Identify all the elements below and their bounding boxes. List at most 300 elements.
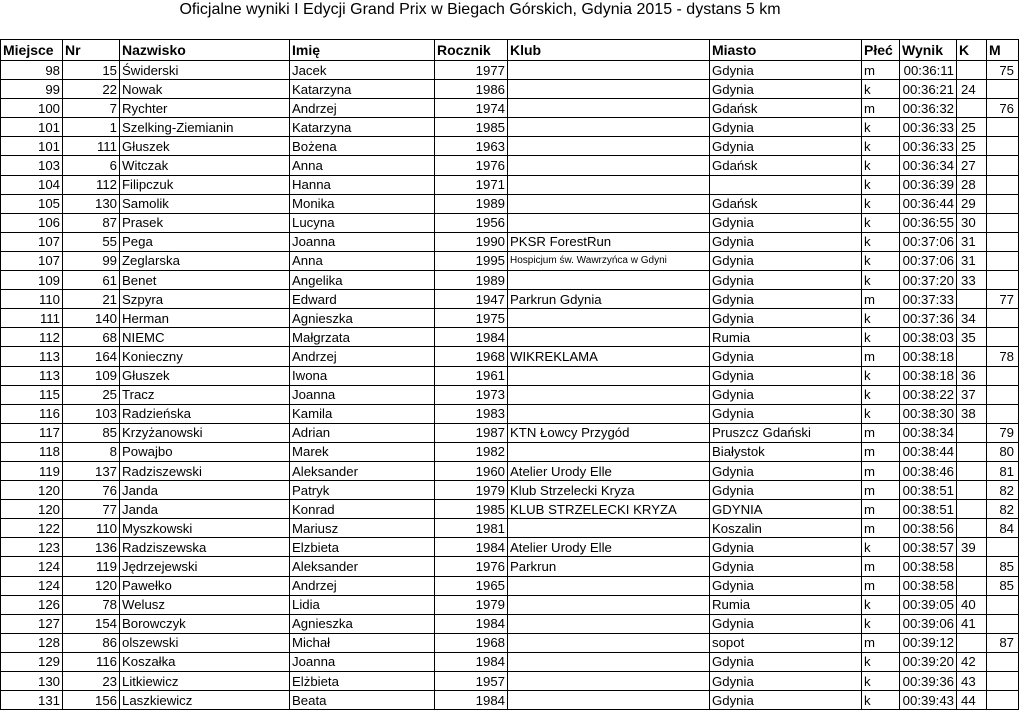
- cell-wynik: 00:38:18: [900, 347, 957, 366]
- cell-plec: m: [862, 576, 900, 595]
- cell-miejsce: 118: [1, 442, 63, 461]
- table-row: [1, 290, 1019, 309]
- col-header-m: M: [987, 40, 1019, 61]
- cell-wynik: 00:36:33: [900, 118, 957, 137]
- cell-k: [957, 633, 987, 652]
- cell-m: [987, 194, 1019, 213]
- cell-rocznik: 1990: [435, 232, 508, 251]
- cell-k: 37: [957, 385, 987, 404]
- cell-klub: Klub Strzelecki Kryza: [508, 481, 710, 500]
- cell-wynik: 00:38:44: [900, 442, 957, 461]
- cell-m: [987, 595, 1019, 614]
- cell-wynik: 00:39:20: [900, 652, 957, 671]
- cell-miejsce: 99: [1, 80, 63, 99]
- cell-k: 44: [957, 691, 987, 710]
- cell-wynik: 00:38:58: [900, 557, 957, 576]
- cell-wynik: 00:38:58: [900, 576, 957, 595]
- table-row: [1, 461, 1019, 480]
- cell-klub: KLUB STRZELECKI KRYZA: [508, 500, 710, 519]
- cell-imie: Bożena: [290, 137, 435, 156]
- cell-rocznik: 1984: [435, 328, 508, 347]
- table-row: [1, 633, 1019, 652]
- cell-klub: [508, 61, 710, 80]
- cell-plec: k: [862, 404, 900, 423]
- cell-k: 40: [957, 595, 987, 614]
- cell-klub: [508, 175, 710, 194]
- cell-nr: 119: [63, 557, 120, 576]
- cell-wynik: 00:36:32: [900, 99, 957, 118]
- cell-plec: m: [862, 442, 900, 461]
- cell-nr: 78: [63, 595, 120, 614]
- table-row: [1, 328, 1019, 347]
- cell-k: 34: [957, 309, 987, 328]
- cell-k: 35: [957, 328, 987, 347]
- cell-nazwisko: Szelking-Ziemianin: [120, 118, 290, 137]
- cell-k: 31: [957, 251, 987, 270]
- cell-klub: [508, 328, 710, 347]
- cell-nazwisko: Witczak: [120, 156, 290, 175]
- cell-klub: [508, 442, 710, 461]
- cell-rocznik: 1982: [435, 442, 508, 461]
- cell-miejsce: 115: [1, 385, 63, 404]
- table-row: [1, 271, 1019, 290]
- cell-miejsce: 113: [1, 347, 63, 366]
- cell-imie: Hanna: [290, 175, 435, 194]
- cell-miejsce: 126: [1, 595, 63, 614]
- table-row: [1, 194, 1019, 213]
- cell-imie: Małgrzata: [290, 328, 435, 347]
- cell-k: [957, 481, 987, 500]
- cell-plec: m: [862, 423, 900, 442]
- cell-m: 75: [987, 61, 1019, 80]
- cell-nazwisko: Głuszek: [120, 366, 290, 385]
- cell-miasto: GDYNIA: [710, 500, 862, 519]
- cell-nr: 154: [63, 614, 120, 633]
- cell-k: [957, 347, 987, 366]
- cell-wynik: 00:38:56: [900, 519, 957, 538]
- table-row: [1, 347, 1019, 366]
- cell-miasto: Gdynia: [710, 309, 862, 328]
- cell-plec: k: [862, 118, 900, 137]
- cell-nr: 8: [63, 442, 120, 461]
- cell-nr: 110: [63, 519, 120, 538]
- cell-klub: [508, 271, 710, 290]
- cell-miasto: [710, 175, 862, 194]
- cell-rocznik: 1961: [435, 366, 508, 385]
- cell-imie: Lucyna: [290, 213, 435, 232]
- cell-miejsce: 106: [1, 213, 63, 232]
- cell-k: 42: [957, 652, 987, 671]
- cell-nr: 77: [63, 500, 120, 519]
- col-header-imie: Imię: [290, 40, 435, 61]
- cell-plec: m: [862, 347, 900, 366]
- cell-klub: Atelier Urody Elle: [508, 461, 710, 480]
- table-row: [1, 538, 1019, 557]
- cell-miasto: Gdynia: [710, 404, 862, 423]
- cell-klub: [508, 576, 710, 595]
- cell-k: 39: [957, 538, 987, 557]
- cell-m: 77: [987, 290, 1019, 309]
- table-row: [1, 481, 1019, 500]
- cell-imie: Agnieszka: [290, 614, 435, 633]
- cell-wynik: 00:38:18: [900, 366, 957, 385]
- cell-imie: Jacek: [290, 61, 435, 80]
- cell-klub: Atelier Urody Elle: [508, 538, 710, 557]
- cell-m: 85: [987, 557, 1019, 576]
- cell-k: 43: [957, 672, 987, 691]
- cell-miasto: Gdynia: [710, 557, 862, 576]
- cell-miejsce: 129: [1, 652, 63, 671]
- cell-miejsce: 103: [1, 156, 63, 175]
- cell-wynik: 00:38:57: [900, 538, 957, 557]
- table-row: [1, 442, 1019, 461]
- cell-plec: k: [862, 538, 900, 557]
- cell-rocznik: 1968: [435, 347, 508, 366]
- cell-nr: 103: [63, 404, 120, 423]
- cell-m: [987, 614, 1019, 633]
- cell-k: 36: [957, 366, 987, 385]
- cell-rocznik: 1963: [435, 137, 508, 156]
- cell-miasto: Koszalin: [710, 519, 862, 538]
- table-row: [1, 614, 1019, 633]
- cell-rocznik: 1947: [435, 290, 508, 309]
- cell-m: 78: [987, 347, 1019, 366]
- col-header-plec: Płeć: [862, 40, 900, 61]
- cell-plec: m: [862, 61, 900, 80]
- cell-wynik: 00:38:22: [900, 385, 957, 404]
- cell-rocznik: 1985: [435, 118, 508, 137]
- cell-m: 79: [987, 423, 1019, 442]
- cell-k: 33: [957, 271, 987, 290]
- table-row: [1, 213, 1019, 232]
- cell-plec: m: [862, 557, 900, 576]
- cell-klub: [508, 194, 710, 213]
- cell-m: [987, 251, 1019, 270]
- cell-nazwisko: Borowczyk: [120, 614, 290, 633]
- cell-nazwisko: Janda: [120, 481, 290, 500]
- cell-m: 82: [987, 500, 1019, 519]
- cell-imie: Michał: [290, 633, 435, 652]
- cell-m: 76: [987, 99, 1019, 118]
- table-row: [1, 309, 1019, 328]
- cell-miasto: Gdynia: [710, 118, 862, 137]
- cell-miejsce: 101: [1, 118, 63, 137]
- cell-miejsce: 100: [1, 99, 63, 118]
- cell-nr: 99: [63, 251, 120, 270]
- cell-miasto: Gdynia: [710, 232, 862, 251]
- cell-nazwisko: Samolik: [120, 194, 290, 213]
- cell-rocznik: 1956: [435, 213, 508, 232]
- cell-nr: 136: [63, 538, 120, 557]
- cell-wynik: 00:37:36: [900, 309, 957, 328]
- cell-miejsce: 130: [1, 672, 63, 691]
- cell-imie: Agnieszka: [290, 309, 435, 328]
- cell-nr: 55: [63, 232, 120, 251]
- cell-rocznik: 1984: [435, 614, 508, 633]
- cell-nazwisko: Radzieńska: [120, 404, 290, 423]
- cell-miasto: Gdynia: [710, 271, 862, 290]
- cell-nr: 61: [63, 271, 120, 290]
- cell-plec: k: [862, 251, 900, 270]
- cell-nazwisko: Zeglarska: [120, 251, 290, 270]
- cell-wynik: 00:37:06: [900, 251, 957, 270]
- cell-imie: Aleksander: [290, 557, 435, 576]
- cell-miejsce: 111: [1, 309, 63, 328]
- cell-miejsce: 104: [1, 175, 63, 194]
- cell-nazwisko: Litkiewicz: [120, 672, 290, 691]
- cell-rocznik: 1975: [435, 309, 508, 328]
- cell-wynik: 00:38:46: [900, 461, 957, 480]
- cell-miasto: Rumia: [710, 595, 862, 614]
- cell-nr: 68: [63, 328, 120, 347]
- cell-plec: k: [862, 213, 900, 232]
- cell-klub: [508, 385, 710, 404]
- cell-imie: Iwona: [290, 366, 435, 385]
- cell-wynik: 00:36:34: [900, 156, 957, 175]
- cell-klub: [508, 309, 710, 328]
- cell-klub: Hospicjum św. Wawrzyńca w Gdyni: [508, 251, 710, 270]
- cell-m: [987, 271, 1019, 290]
- cell-nazwisko: Koszałka: [120, 652, 290, 671]
- cell-imie: Elżbieta: [290, 672, 435, 691]
- cell-miejsce: 113: [1, 366, 63, 385]
- cell-nazwisko: Radziszewski: [120, 461, 290, 480]
- cell-wynik: 00:38:51: [900, 500, 957, 519]
- cell-m: [987, 538, 1019, 557]
- cell-k: 31: [957, 232, 987, 251]
- table-row: [1, 691, 1019, 710]
- cell-klub: [508, 137, 710, 156]
- cell-plec: k: [862, 385, 900, 404]
- cell-klub: [508, 672, 710, 691]
- col-header-nr: Nr: [63, 40, 120, 61]
- cell-miejsce: 107: [1, 251, 63, 270]
- col-header-miasto: Miasto: [710, 40, 862, 61]
- col-header-nazwisko: Nazwisko: [120, 40, 290, 61]
- col-header-klub: Klub: [508, 40, 710, 61]
- cell-rocznik: 1984: [435, 691, 508, 710]
- cell-nazwisko: NIEMC: [120, 328, 290, 347]
- cell-rocznik: 1979: [435, 595, 508, 614]
- cell-plec: k: [862, 652, 900, 671]
- cell-m: [987, 385, 1019, 404]
- page-title-container: [0, 0, 960, 38]
- cell-miejsce: 112: [1, 328, 63, 347]
- cell-rocznik: 1977: [435, 61, 508, 80]
- cell-wynik: 00:38:51: [900, 481, 957, 500]
- cell-plec: m: [862, 633, 900, 652]
- cell-nazwisko: Janda: [120, 500, 290, 519]
- cell-rocznik: 1976: [435, 156, 508, 175]
- cell-plec: k: [862, 232, 900, 251]
- cell-nr: 86: [63, 633, 120, 652]
- cell-k: 29: [957, 194, 987, 213]
- cell-klub: [508, 80, 710, 99]
- cell-m: [987, 232, 1019, 251]
- cell-imie: Mariusz: [290, 519, 435, 538]
- col-header-rocznik: Rocznik: [435, 40, 508, 61]
- cell-nazwisko: Jędrzejewski: [120, 557, 290, 576]
- cell-m: 84: [987, 519, 1019, 538]
- cell-miejsce: 120: [1, 500, 63, 519]
- cell-rocznik: 1984: [435, 652, 508, 671]
- cell-rocznik: 1968: [435, 633, 508, 652]
- cell-nr: 116: [63, 652, 120, 671]
- cell-klub: [508, 404, 710, 423]
- cell-klub: WIKREKLAMA: [508, 347, 710, 366]
- cell-miejsce: 116: [1, 404, 63, 423]
- cell-miasto: Gdynia: [710, 385, 862, 404]
- cell-nazwisko: Świderski: [120, 61, 290, 80]
- cell-nazwisko: Benet: [120, 271, 290, 290]
- cell-imie: Andrzej: [290, 576, 435, 595]
- cell-imie: Aleksander: [290, 461, 435, 480]
- cell-m: [987, 118, 1019, 137]
- cell-k: [957, 61, 987, 80]
- cell-wynik: 00:36:21: [900, 80, 957, 99]
- cell-rocznik: 1973: [435, 385, 508, 404]
- cell-nazwisko: Laszkiewicz: [120, 691, 290, 710]
- cell-nazwisko: Krzyżanowski: [120, 423, 290, 442]
- cell-m: [987, 691, 1019, 710]
- cell-nr: 1: [63, 118, 120, 137]
- cell-miasto: Gdynia: [710, 213, 862, 232]
- col-header-miejsce: Miejsce: [1, 40, 63, 61]
- cell-miasto: Gdynia: [710, 137, 862, 156]
- table-row: [1, 99, 1019, 118]
- cell-plec: m: [862, 519, 900, 538]
- cell-nazwisko: Szpyra: [120, 290, 290, 309]
- cell-klub: [508, 156, 710, 175]
- cell-nazwisko: Nowak: [120, 80, 290, 99]
- table-row: [1, 61, 1019, 80]
- cell-k: 25: [957, 118, 987, 137]
- cell-nazwisko: Pawełko: [120, 576, 290, 595]
- cell-wynik: 00:36:44: [900, 194, 957, 213]
- cell-plec: k: [862, 137, 900, 156]
- cell-miasto: Gdynia: [710, 481, 862, 500]
- cell-miasto: Gdynia: [710, 461, 862, 480]
- cell-k: [957, 99, 987, 118]
- cell-nazwisko: Pega: [120, 232, 290, 251]
- cell-rocznik: 1985: [435, 500, 508, 519]
- cell-miasto: Gdynia: [710, 347, 862, 366]
- cell-plec: m: [862, 481, 900, 500]
- cell-klub: [508, 99, 710, 118]
- cell-k: [957, 557, 987, 576]
- cell-nr: 120: [63, 576, 120, 595]
- cell-imie: Joanna: [290, 385, 435, 404]
- table-row: [1, 404, 1019, 423]
- cell-imie: Lidia: [290, 595, 435, 614]
- cell-imie: Adrian: [290, 423, 435, 442]
- cell-plec: k: [862, 309, 900, 328]
- cell-nr: 112: [63, 175, 120, 194]
- cell-plec: k: [862, 80, 900, 99]
- cell-nazwisko: Prasek: [120, 213, 290, 232]
- cell-rocznik: 1989: [435, 194, 508, 213]
- cell-klub: KTN Łowcy Przygód: [508, 423, 710, 442]
- cell-miasto: Gdynia: [710, 614, 862, 633]
- cell-rocznik: 1989: [435, 271, 508, 290]
- cell-rocznik: 1974: [435, 99, 508, 118]
- cell-nr: 130: [63, 194, 120, 213]
- cell-imie: Elzbieta: [290, 538, 435, 557]
- cell-imie: Patryk: [290, 481, 435, 500]
- table-row: [1, 672, 1019, 691]
- cell-klub: [508, 614, 710, 633]
- cell-wynik: 00:39:06: [900, 614, 957, 633]
- col-header-wynik: Wynik: [900, 40, 957, 61]
- cell-imie: Joanna: [290, 232, 435, 251]
- cell-imie: Anna: [290, 251, 435, 270]
- cell-miejsce: 123: [1, 538, 63, 557]
- cell-m: 82: [987, 481, 1019, 500]
- cell-rocznik: 1965: [435, 576, 508, 595]
- cell-miasto: Gdańsk: [710, 194, 862, 213]
- cell-k: [957, 290, 987, 309]
- cell-nr: 23: [63, 672, 120, 691]
- cell-m: [987, 80, 1019, 99]
- cell-miejsce: 119: [1, 461, 63, 480]
- cell-miasto: Pruszcz Gdański: [710, 423, 862, 442]
- cell-klub: [508, 691, 710, 710]
- cell-wynik: 00:37:20: [900, 271, 957, 290]
- cell-nazwisko: Herman: [120, 309, 290, 328]
- cell-nazwisko: Powajbo: [120, 442, 290, 461]
- cell-plec: k: [862, 614, 900, 633]
- cell-rocznik: 1957: [435, 672, 508, 691]
- cell-wynik: 00:38:03: [900, 328, 957, 347]
- cell-k: 24: [957, 80, 987, 99]
- cell-rocznik: 1986: [435, 80, 508, 99]
- cell-m: 80: [987, 442, 1019, 461]
- cell-wynik: 00:39:36: [900, 672, 957, 691]
- cell-rocznik: 1960: [435, 461, 508, 480]
- cell-miejsce: 98: [1, 61, 63, 80]
- cell-nr: 140: [63, 309, 120, 328]
- cell-k: [957, 423, 987, 442]
- cell-plec: m: [862, 461, 900, 480]
- cell-klub: [508, 366, 710, 385]
- cell-wynik: 00:38:30: [900, 404, 957, 423]
- cell-miasto: Gdynia: [710, 672, 862, 691]
- cell-imie: Marek: [290, 442, 435, 461]
- cell-wynik: 00:36:55: [900, 213, 957, 232]
- cell-nazwisko: Myszkowski: [120, 519, 290, 538]
- cell-m: [987, 652, 1019, 671]
- cell-nr: 21: [63, 290, 120, 309]
- cell-m: 81: [987, 461, 1019, 480]
- cell-plec: k: [862, 595, 900, 614]
- cell-miejsce: 117: [1, 423, 63, 442]
- cell-plec: k: [862, 156, 900, 175]
- cell-k: [957, 576, 987, 595]
- cell-rocznik: 1981: [435, 519, 508, 538]
- cell-rocznik: 1987: [435, 423, 508, 442]
- cell-m: [987, 137, 1019, 156]
- table-row: [1, 595, 1019, 614]
- cell-nazwisko: Rychter: [120, 99, 290, 118]
- cell-k: 38: [957, 404, 987, 423]
- cell-klub: [508, 519, 710, 538]
- cell-m: [987, 309, 1019, 328]
- table-row: [1, 251, 1019, 270]
- cell-miejsce: 101: [1, 137, 63, 156]
- cell-miasto: Gdynia: [710, 691, 862, 710]
- cell-miasto: Gdynia: [710, 538, 862, 557]
- table-row: [1, 652, 1019, 671]
